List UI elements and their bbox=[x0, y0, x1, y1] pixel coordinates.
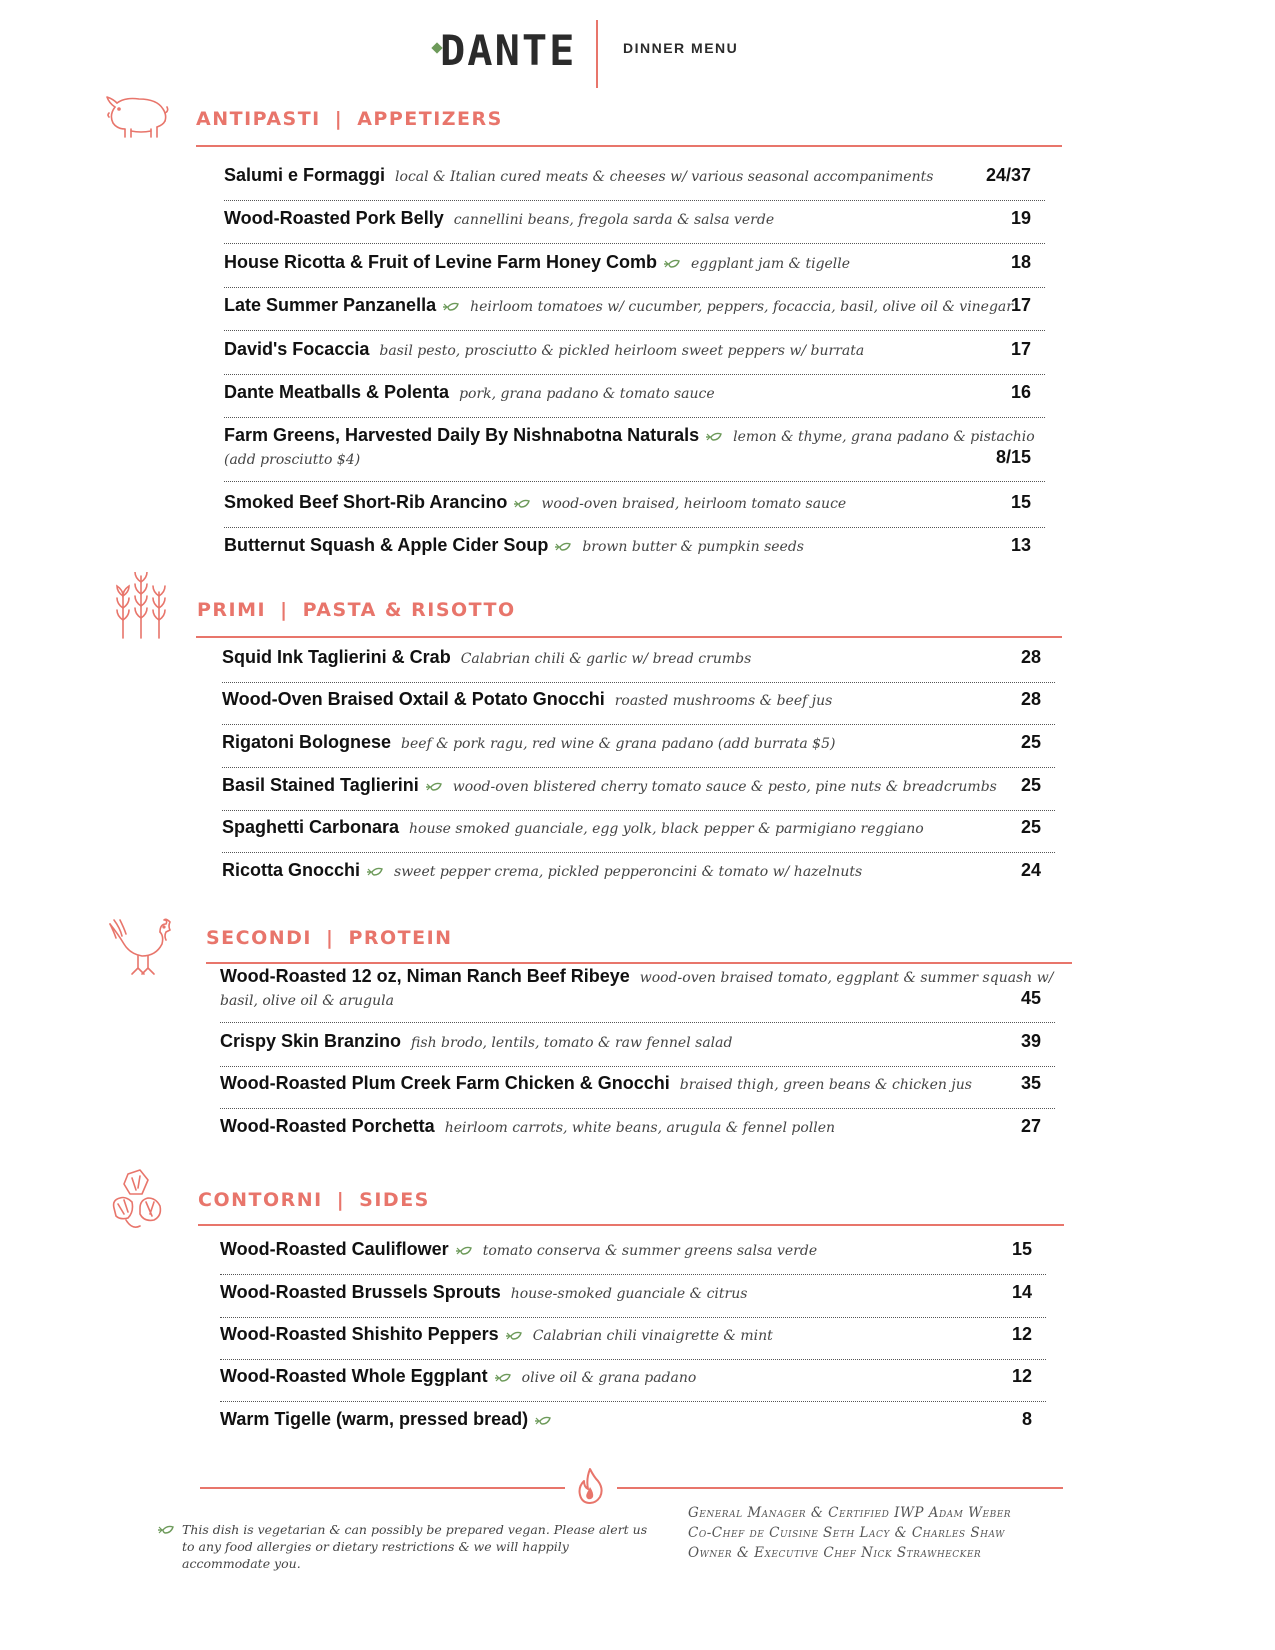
menu-item-name: Ricotta Gnocchi bbox=[222, 860, 361, 880]
menu-item-name: Rigatoni Bolognese bbox=[222, 732, 392, 752]
menu-item-line bbox=[222, 775, 997, 796]
menu-item-line bbox=[224, 295, 1013, 316]
section-rule bbox=[196, 145, 1062, 147]
menu-item-name: Farm Greens, Harvested Daily By Nishnabotna Naturals bbox=[224, 425, 700, 445]
menu-item-description-cont: (add prosciutto $4) bbox=[224, 452, 361, 468]
menu-item-price: 28 bbox=[1020, 647, 1041, 667]
menu-item-description: olive oil & grana padano bbox=[521, 1370, 697, 1386]
footer-rule-right bbox=[617, 1487, 1063, 1489]
menu-item-description: roasted mushrooms & beef jus bbox=[614, 693, 833, 709]
menu-item-name: David's Focaccia bbox=[224, 339, 370, 359]
menu-item-price: 13 bbox=[1010, 535, 1031, 555]
menu-item-row bbox=[222, 817, 1055, 853]
menu-item-name: Butternut Squash & Apple Cider Soup bbox=[224, 535, 549, 555]
title-separator: | bbox=[326, 927, 335, 949]
menu-item-price: 35 bbox=[1020, 1073, 1041, 1093]
menu-item-line bbox=[224, 425, 1035, 446]
menu-item-line bbox=[220, 990, 394, 1009]
menu-item-line bbox=[224, 165, 933, 186]
wheat-icon bbox=[113, 572, 169, 640]
title-separator: | bbox=[334, 108, 344, 130]
menu-item-row bbox=[220, 1409, 1046, 1444]
menu-item-name: Late Summer Panzanella bbox=[224, 295, 437, 315]
menu-item-price: 39 bbox=[1020, 1031, 1041, 1051]
menu-item-line bbox=[224, 492, 846, 513]
menu-item-name: Warm Tigelle (warm, pressed bread) bbox=[220, 1409, 529, 1429]
menu-item-description: pork, grana padano & tomato sauce bbox=[459, 386, 715, 402]
menu-item-name: Spaghetti Carbonara bbox=[222, 817, 400, 837]
menu-item-line bbox=[220, 1324, 773, 1345]
menu-item-row bbox=[224, 492, 1045, 528]
menu-item-line bbox=[224, 535, 804, 556]
menu-item-description: wood-oven braised tomato, eggplant & summer squash w/ bbox=[639, 970, 1054, 986]
menu-item-row bbox=[224, 295, 1045, 331]
menu-item-price: 17 bbox=[1010, 339, 1031, 359]
vegetarian-note bbox=[157, 1521, 657, 1572]
menu-item-line bbox=[224, 382, 715, 403]
credit-line: General Manager & Certified IWP Adam Weber bbox=[688, 1505, 1012, 1521]
section-title-primi bbox=[197, 599, 516, 621]
vegetarian-leaf-icon bbox=[663, 259, 681, 269]
leaf-icon bbox=[157, 1525, 175, 1535]
menu-item-description: eggplant jam & tigelle bbox=[691, 256, 851, 272]
menu-item-description: heirloom carrots, white beans, arugula & fennel pollen bbox=[444, 1120, 836, 1136]
menu-item-row bbox=[224, 252, 1045, 288]
menu-item-name: Crispy Skin Branzino bbox=[220, 1031, 402, 1051]
menu-item-name: Wood-Roasted Shishito Peppers bbox=[220, 1324, 499, 1344]
staff-credits bbox=[688, 1503, 1011, 1563]
section-rule bbox=[206, 962, 1072, 964]
menu-item-price: 19 bbox=[1010, 208, 1031, 228]
menu-item-price: 14 bbox=[1011, 1282, 1032, 1302]
menu-item-description: local & Italian cured meats & cheeses w/ various seasonal accompaniments bbox=[395, 169, 934, 185]
menu-title: DINNER MENU bbox=[623, 40, 739, 56]
menu-item-description: house-smoked guanciale & citrus bbox=[510, 1286, 748, 1302]
menu-item-price: 12 bbox=[1011, 1366, 1032, 1386]
vegetables-icon bbox=[110, 1168, 166, 1234]
menu-item-line bbox=[224, 208, 774, 229]
menu-item-name: Salumi e Formaggi bbox=[224, 165, 386, 185]
menu-item-row bbox=[224, 208, 1045, 244]
menu-item-description: lemon & thyme, grana padano & pistachio bbox=[733, 429, 1035, 445]
menu-item-row bbox=[224, 535, 1045, 570]
menu-item-row bbox=[222, 732, 1055, 768]
section-title-english: APPETIZERS bbox=[357, 108, 503, 130]
vegetarian-leaf-icon bbox=[494, 1373, 512, 1383]
menu-item-line bbox=[222, 817, 924, 838]
section-rule bbox=[198, 1224, 1064, 1226]
menu-item-row bbox=[222, 775, 1055, 811]
section-title-english: SIDES bbox=[359, 1189, 430, 1211]
menu-item-line bbox=[222, 732, 835, 753]
menu-item-line bbox=[220, 1409, 552, 1430]
credit-line: Co-Chef de Cuisine Seth Lacy & Charles Shaw bbox=[688, 1525, 1005, 1541]
menu-item-row bbox=[224, 425, 1045, 482]
menu-item-row bbox=[224, 339, 1045, 375]
menu-item-line bbox=[222, 689, 832, 710]
section-title-english: PROTEIN bbox=[348, 927, 453, 949]
menu-item-price: 16 bbox=[1010, 382, 1031, 402]
menu-item-price: 28 bbox=[1020, 689, 1041, 709]
menu-item-price: 24/37 bbox=[985, 165, 1031, 185]
menu-item-name: Smoked Beef Short-Rib Arancino bbox=[224, 492, 508, 512]
menu-item-line bbox=[220, 1073, 972, 1094]
credit-line: Owner & Executive Chef Nick Strawhecker bbox=[688, 1545, 982, 1561]
menu-item-price: 12 bbox=[1011, 1324, 1032, 1344]
menu-item-description: braised thigh, green beans & chicken jus bbox=[679, 1077, 972, 1093]
menu-item-price: 18 bbox=[1010, 252, 1031, 272]
menu-item-line bbox=[220, 966, 1053, 987]
menu-item-price: 25 bbox=[1020, 775, 1041, 795]
menu-item-row bbox=[222, 860, 1055, 895]
menu-item-description: wood-oven blistered cherry tomato sauce & pesto, pine nuts & breadcrumbs bbox=[452, 779, 997, 795]
vegetarian-leaf-icon bbox=[705, 432, 723, 442]
section-title-english: PASTA & RISOTTO bbox=[302, 599, 516, 621]
section-title-italian: ANTIPASTI bbox=[196, 108, 321, 130]
menu-item-description: brown butter & pumpkin seeds bbox=[582, 539, 804, 555]
menu-item-description: sweet pepper crema, pickled pepperoncini & tomato w/ hazelnuts bbox=[394, 864, 863, 880]
section-title-italian: PRIMI bbox=[197, 599, 267, 621]
menu-item-line bbox=[224, 252, 850, 273]
menu-item-description: fish brodo, lentils, tomato & raw fennel salad bbox=[411, 1035, 733, 1051]
menu-item-line bbox=[220, 1366, 696, 1387]
menu-item-name: Wood-Roasted Brussels Sprouts bbox=[220, 1282, 501, 1302]
menu-item-row bbox=[224, 382, 1045, 418]
header-divider bbox=[596, 20, 598, 88]
menu-item-row bbox=[220, 1282, 1046, 1318]
menu-item-price: 17 bbox=[1010, 295, 1031, 315]
menu-item-row bbox=[224, 165, 1045, 201]
menu-item-line bbox=[220, 1116, 835, 1137]
menu-item-name: Wood-Roasted Pork Belly bbox=[224, 208, 444, 228]
menu-item-name: Squid Ink Taglierini & Crab bbox=[222, 647, 451, 667]
menu-item-name: Wood-Roasted Cauliflower bbox=[220, 1239, 449, 1259]
menu-item-row bbox=[220, 966, 1055, 1023]
section-title-secondi bbox=[206, 927, 453, 949]
section-title-italian: SECONDI bbox=[206, 927, 313, 949]
vegetarian-leaf-icon bbox=[505, 1331, 523, 1341]
menu-item-name: Wood-Roasted Plum Creek Farm Chicken & Gnocchi bbox=[220, 1073, 670, 1093]
menu-item-name: Wood-Oven Braised Oxtail & Potato Gnocchi bbox=[222, 689, 605, 709]
title-separator: | bbox=[280, 599, 289, 621]
menu-item-row bbox=[220, 1324, 1046, 1360]
menu-item-name: Wood-Roasted Porchetta bbox=[220, 1116, 435, 1136]
menu-item-name: Dante Meatballs & Polenta bbox=[224, 382, 450, 402]
menu-header bbox=[0, 20, 1275, 90]
vegetarian-leaf-icon bbox=[554, 542, 572, 552]
menu-item-line bbox=[222, 860, 862, 881]
pig-icon bbox=[105, 93, 169, 139]
menu-item-price: 24 bbox=[1020, 860, 1041, 880]
menu-item-price: 8/15 bbox=[995, 447, 1031, 467]
vegetarian-leaf-icon bbox=[513, 499, 531, 509]
menu-item-name: Wood-Roasted Whole Eggplant bbox=[220, 1366, 488, 1386]
menu-item-row bbox=[220, 1073, 1055, 1109]
menu-item-description: tomato conserva & summer greens salsa verde bbox=[482, 1243, 818, 1259]
menu-item-name: Wood-Roasted 12 oz, Niman Ranch Beef Ribeye bbox=[220, 966, 630, 986]
brand-logo: DANTE bbox=[440, 26, 577, 75]
menu-item-price: 15 bbox=[1011, 1239, 1032, 1259]
menu-item-description: house smoked guanciale, egg yolk, black pepper & parmigiano reggiano bbox=[409, 821, 924, 837]
menu-item-row bbox=[220, 1116, 1055, 1151]
menu-item-line bbox=[224, 449, 360, 468]
menu-item-row bbox=[222, 647, 1055, 683]
menu-item-name: Basil Stained Taglierini bbox=[222, 775, 419, 795]
vegetarian-leaf-icon bbox=[366, 867, 384, 877]
menu-item-line bbox=[220, 1239, 817, 1260]
menu-item-price: 25 bbox=[1020, 817, 1041, 837]
menu-item-price: 45 bbox=[1020, 988, 1041, 1008]
flame-icon bbox=[576, 1467, 604, 1505]
vegetarian-note-text: This dish is vegetarian & can possibly be prepared vegan. Please alert us to any food allergies or dietary restrictions & we will happily accommodate you. bbox=[182, 1522, 648, 1571]
menu-item-description-cont: basil, olive oil & arugula bbox=[220, 993, 394, 1009]
vegetarian-leaf-icon bbox=[455, 1246, 473, 1256]
section-title-antipasti bbox=[196, 108, 503, 130]
menu-item-price: 8 bbox=[1021, 1409, 1032, 1429]
menu-item-row bbox=[220, 1239, 1046, 1275]
menu-item-description: cannellini beans, fregola sarda & salsa verde bbox=[453, 212, 775, 228]
menu-item-line bbox=[220, 1031, 732, 1052]
menu-item-row bbox=[222, 689, 1055, 725]
menu-item-description: heirloom tomatoes w/ cucumber, peppers, focaccia, basil, olive oil & vinegar bbox=[470, 299, 1013, 315]
menu-item-description: wood-oven braised, heirloom tomato sauce bbox=[541, 496, 847, 512]
menu-item-price: 25 bbox=[1020, 732, 1041, 752]
menu-item-price: 27 bbox=[1020, 1116, 1041, 1136]
menu-item-row bbox=[220, 1366, 1046, 1402]
vegetarian-leaf-icon bbox=[534, 1416, 552, 1426]
section-rule bbox=[196, 636, 1062, 638]
menu-item-description: Calabrian chili vinaigrette & mint bbox=[532, 1328, 773, 1344]
vegetarian-leaf-icon bbox=[442, 302, 460, 312]
menu-item-row bbox=[220, 1031, 1055, 1067]
vegetarian-leaf-icon bbox=[425, 782, 443, 792]
menu-item-description: Calabrian chili & garlic w/ bread crumbs bbox=[460, 651, 752, 667]
chicken-icon bbox=[108, 918, 172, 976]
menu-item-line bbox=[222, 647, 751, 668]
menu-item-line bbox=[220, 1282, 747, 1303]
menu-item-description: beef & pork ragu, red wine & grana padano (add burrata $5) bbox=[401, 736, 836, 752]
section-title-italian: CONTORNI bbox=[198, 1189, 323, 1211]
footer-rule-left bbox=[200, 1487, 565, 1489]
menu-item-name: House Ricotta & Fruit of Levine Farm Honey Comb bbox=[224, 252, 658, 272]
section-title-contorni bbox=[198, 1189, 430, 1211]
menu-item-description: basil pesto, prosciutto & pickled heirloom sweet peppers w/ burrata bbox=[379, 343, 865, 359]
menu-item-line bbox=[224, 339, 864, 360]
menu-item-price: 15 bbox=[1010, 492, 1031, 512]
title-separator: | bbox=[336, 1189, 346, 1211]
